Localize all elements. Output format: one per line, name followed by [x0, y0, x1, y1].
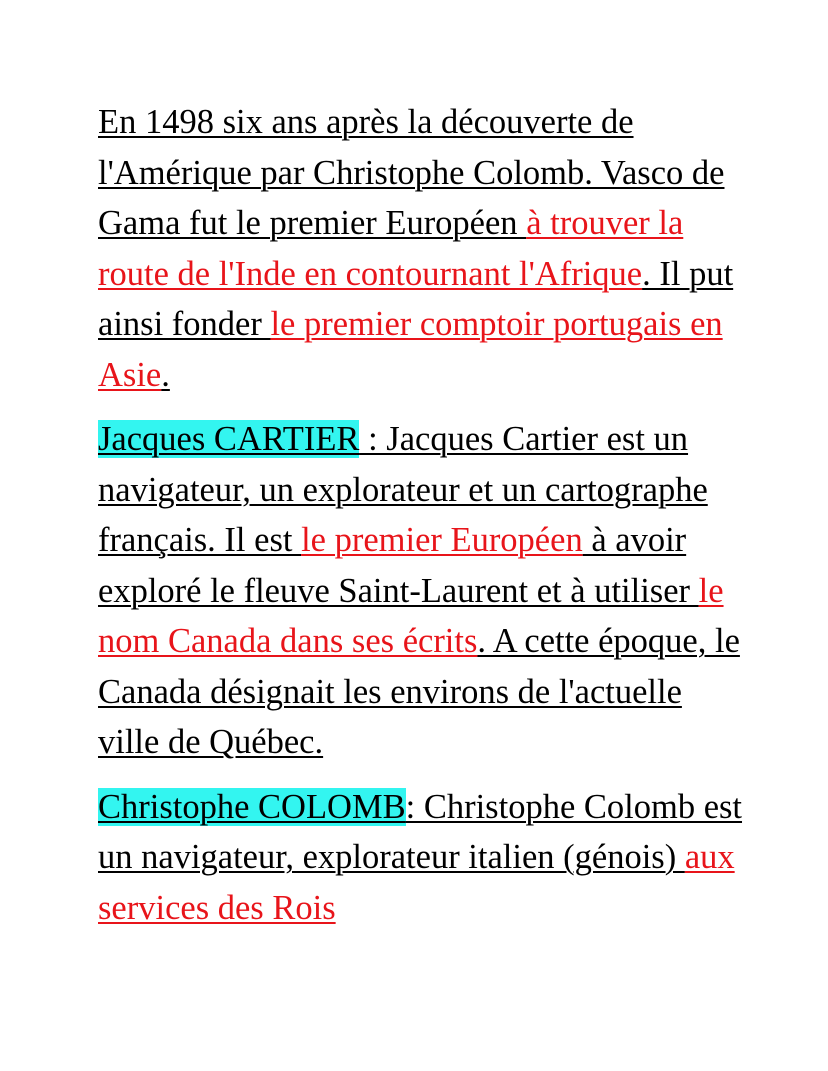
red-emphasis-segment: aux services des Rois — [98, 838, 735, 927]
red-emphasis-segment: le premier Européen — [301, 521, 583, 559]
text-segment: En 1498 six ans après la découverte de l'Amérique par Christophe Colomb. Vasco de Gama fut le premier Européen — [98, 103, 725, 242]
red-emphasis-segment: le premier comptoir portugais en Asie — [98, 305, 723, 394]
text-segment: : Jacques Cartier est un navigateur, un explorateur et un cartographe français. Il est — [98, 420, 708, 559]
paragraph-christophe-colomb — [98, 782, 748, 934]
text-segment: à avoir exploré le fleuve Saint-Laurent et à utiliser — [98, 521, 699, 610]
text-segment: . Il put ainsi fonder — [98, 254, 734, 343]
document-page — [98, 97, 748, 947]
text-segment: . — [161, 355, 170, 394]
highlighted-name-jacques-cartier: Jacques CARTIER — [98, 420, 360, 458]
highlighted-name-christophe-colomb: Christophe COLOMB — [98, 787, 406, 826]
text-segment: : Christophe Colomb est un navigateur, explorateur italien (génois) — [98, 787, 743, 876]
paragraph-jacques-cartier — [98, 414, 748, 768]
text-segment: . A cette époque, le Canada désignait les environs de l'actuelle ville de Québec. — [98, 622, 740, 761]
paragraph-vasco-de-gama — [98, 97, 748, 400]
red-emphasis-segment: le nom Canada dans ses écrits — [98, 571, 724, 660]
red-emphasis-segment: à trouver la route de l'Inde en contournant l'Afrique — [98, 204, 684, 293]
